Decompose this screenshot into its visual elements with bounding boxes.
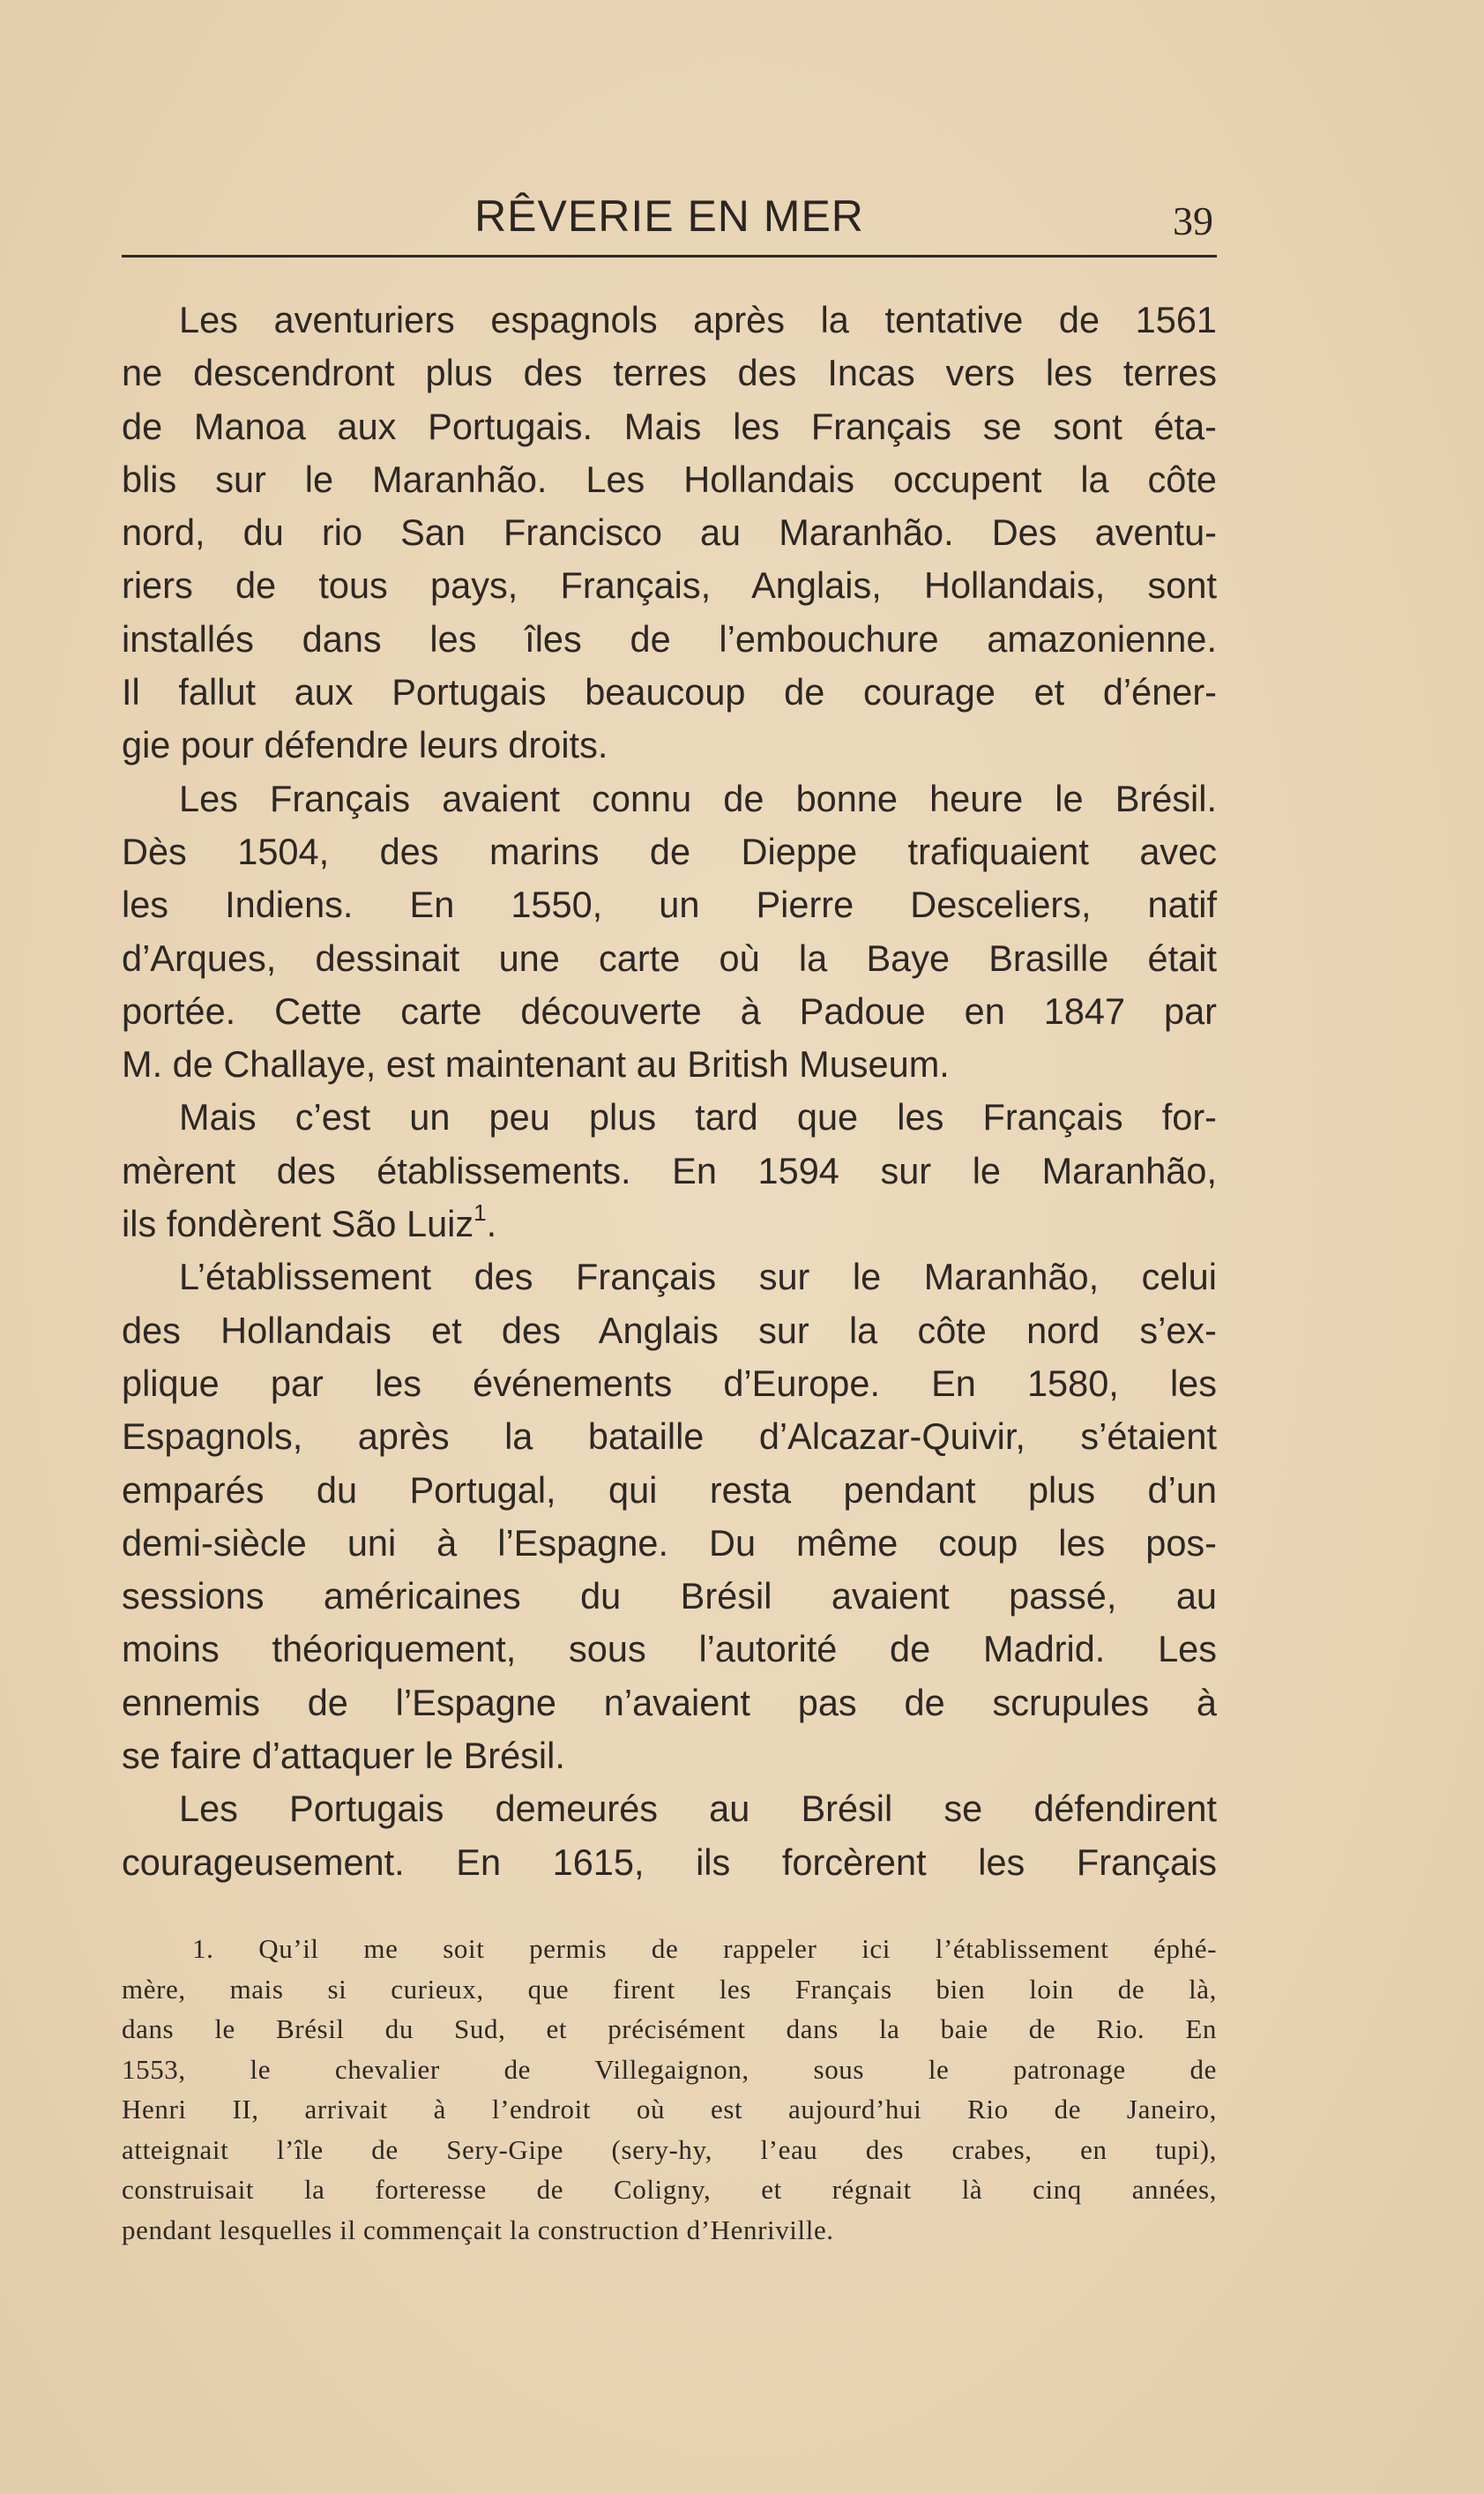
text-line xyxy=(122,559,1217,612)
text-line-text: Dès 1504, des marins de Dieppe trafiquaient avec xyxy=(122,830,1217,872)
text-line-text: Mais c’est un peu plus tard que les Français for- xyxy=(179,1096,1217,1139)
text-line-text: Les Français avaient connu de bonne heure le Brésil. xyxy=(179,777,1217,819)
page-header xyxy=(122,187,1217,245)
text-line-text: de Manoa aux Portugais. Mais les Français se sont éta- xyxy=(122,405,1217,447)
footnote xyxy=(122,1929,1217,2250)
footnote-line xyxy=(122,1969,1217,2010)
text-line xyxy=(122,1464,1217,1517)
text-line xyxy=(122,1304,1217,1357)
text-line-text: blis sur le Maranhão. Les Hollandais occupent la côte xyxy=(122,458,1217,500)
text-line xyxy=(122,985,1217,1038)
text-line xyxy=(122,825,1217,878)
text-line xyxy=(122,1623,1217,1676)
text-line-text: Espagnols, après la bataille d’Alcazar-Quivir, s’étaient xyxy=(122,1415,1217,1458)
text-line xyxy=(122,878,1217,931)
header-rule xyxy=(122,255,1217,258)
text-line xyxy=(122,1198,1217,1251)
footnote-line xyxy=(122,2169,1217,2210)
footnote-line-text: Henri II, arrivait à l’endroit où est aujourd’hui Rio de Janeiro, xyxy=(122,2094,1217,2124)
text-line-text: les Indiens. En 1550, un Pierre Desceliers, natif xyxy=(122,884,1217,926)
text-line-text: ennemis de l’Espagne n’avaient pas de scrupules à xyxy=(122,1681,1217,1723)
running-title: RÊVERIE EN MER xyxy=(474,191,864,241)
text-line-text: nord, du rio San Francisco au Maranhão. Des aventu- xyxy=(122,511,1217,554)
text-line xyxy=(122,1145,1217,1198)
footnote-line xyxy=(122,2210,1217,2251)
text-line xyxy=(122,1251,1217,1303)
text-line-text: gie pour défendre leurs droits. xyxy=(122,724,608,766)
footnote-line-text: mère, mais si curieux, que firent les Français bien loin de là, xyxy=(122,1973,1217,2005)
text-line xyxy=(122,506,1217,559)
text-line xyxy=(122,613,1217,666)
text-line-text: se faire d’attaquer le Brésil. xyxy=(122,1735,565,1777)
footnote-line-text: pendant lesquelles il commençait la construction d’Henriville. xyxy=(122,2214,834,2245)
text-line xyxy=(122,719,1217,772)
footnote-line xyxy=(122,2050,1217,2090)
footnote-line xyxy=(122,2009,1217,2050)
footnote-marker[interactable]: 1 xyxy=(474,1199,487,1227)
text-line xyxy=(122,666,1217,719)
text-line xyxy=(122,1410,1217,1463)
page-number: 39 xyxy=(1173,198,1213,243)
text-line xyxy=(122,400,1217,453)
text-line-text: sessions américaines du Brésil avaient passé, au xyxy=(122,1575,1217,1617)
text-line-text: moins théoriquement, sous l’autorité de Madrid. Les xyxy=(122,1628,1217,1670)
text-line-text: mèrent des établissements. En 1594 sur le Maranhão, xyxy=(122,1149,1217,1191)
text-line xyxy=(122,453,1217,506)
text-line xyxy=(122,1782,1217,1835)
footnote-line-text: construisait la forteresse de Coligny, et régnait là cinq années, xyxy=(122,2174,1217,2205)
footnote-line-text: atteignait l’île de Sery-Gipe (sery-hy, l’eau des crabes, en tupi), xyxy=(122,2133,1217,2165)
text-line-text: M. de Challaye, est maintenant au British Museum. xyxy=(122,1043,950,1086)
text-line-text: plique par les événements d’Europe. En 1580, les xyxy=(122,1362,1217,1404)
footnote-line-text: dans le Brésil du Sud, et précisément dans la baie de Rio. En xyxy=(122,2013,1217,2044)
text-line-text: portée. Cette carte découverte à Padoue en 1847 par xyxy=(122,989,1217,1032)
text-line xyxy=(122,1836,1217,1889)
text-line-text: Les Portugais demeurés au Brésil se défendirent xyxy=(179,1788,1217,1830)
footnote-line xyxy=(122,2089,1217,2130)
text-line xyxy=(122,347,1217,399)
text-line-text: des Hollandais et des Anglais sur la côte nord s’ex- xyxy=(122,1309,1217,1351)
text-line xyxy=(122,1357,1217,1410)
text-line xyxy=(122,1570,1217,1623)
text-line-tail: . xyxy=(486,1203,497,1245)
text-line xyxy=(122,1038,1217,1091)
text-line-text: ne descendront plus des terres des Incas vers les terres xyxy=(122,352,1217,394)
text-line xyxy=(122,1676,1217,1729)
text-line xyxy=(122,773,1217,825)
text-line-text: ils fondèrent São Luiz xyxy=(122,1203,474,1245)
text-line xyxy=(122,1729,1217,1782)
text-line xyxy=(122,932,1217,985)
footnote-line-text: 1. Qu’il me soit permis de rappeler ici l’établissement éphé- xyxy=(192,1933,1217,1964)
text-line-text: L’établissement des Français sur le Maranhão, celui xyxy=(179,1256,1217,1298)
footnote-line xyxy=(122,1929,1217,1969)
text-line-text: Les aventuriers espagnols après la tentative de 1561 xyxy=(179,299,1217,340)
text-line-text: demi-siècle uni à l’Espagne. Du même coup les pos- xyxy=(122,1521,1217,1564)
footnote-line xyxy=(122,2130,1217,2170)
text-line-text: emparés du Portugal, qui resta pendant plus d’un xyxy=(122,1468,1217,1511)
text-line-text: riers de tous pays, Français, Anglais, Hollandais, sont xyxy=(122,564,1217,607)
text-line-text: installés dans les îles de l’embouchure amazonienne. xyxy=(122,617,1217,660)
text-line xyxy=(122,1517,1217,1570)
text-line-text: Il fallut aux Portugais beaucoup de courage et d’éner- xyxy=(122,671,1217,713)
text-line-text: d’Arques, dessinait une carte où la Baye Brasille était xyxy=(122,937,1217,979)
text-line xyxy=(122,294,1217,347)
text-line xyxy=(122,1091,1217,1144)
footnote-line-text: 1553, le chevalier de Villegaignon, sous le patronage de xyxy=(122,2053,1217,2085)
main-text xyxy=(122,294,1217,1889)
text-line-text: courageusement. En 1615, ils forcèrent les Français xyxy=(122,1841,1217,1883)
